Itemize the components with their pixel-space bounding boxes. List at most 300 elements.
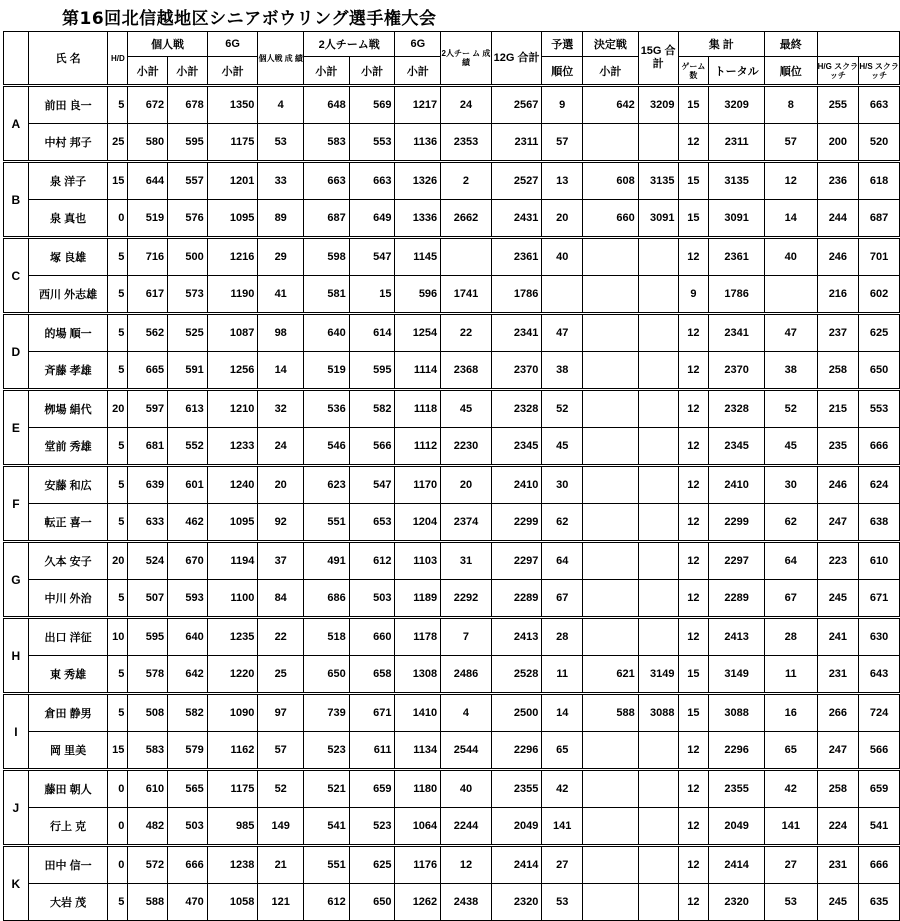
g15-cell: [638, 542, 678, 580]
player-name: 的場 順一: [28, 314, 108, 352]
g15-cell: 3209: [638, 86, 678, 124]
sub2-cell: 525: [168, 314, 208, 352]
team-sub1-cell: 519: [303, 352, 349, 390]
hg-cell: 258: [817, 352, 859, 390]
indiv-result-cell: 92: [258, 504, 304, 542]
player-name: 大岩 茂: [28, 884, 108, 921]
header-games: ゲーム 数: [678, 57, 709, 86]
player-name: 中川 外治: [28, 580, 108, 618]
team-sub2-cell: 659: [349, 770, 395, 808]
player-name: 泉 真也: [28, 200, 108, 238]
hd-cell: 5: [108, 694, 128, 732]
sub1-cell: 519: [128, 200, 168, 238]
table-header: [4, 32, 900, 86]
sub1-cell: 595: [128, 618, 168, 656]
prelim-rank-cell: 62: [542, 504, 583, 542]
team-label: J: [4, 770, 29, 846]
header-hd: H/D: [108, 32, 128, 86]
g15-cell: [638, 504, 678, 542]
team-label: C: [4, 238, 29, 314]
g6-cell: 1235: [207, 618, 258, 656]
team-sub2-cell: 553: [349, 124, 395, 162]
games-cell: 12: [678, 238, 709, 276]
hs-cell: 671: [859, 580, 900, 618]
hg-cell: 258: [817, 770, 859, 808]
games-cell: 12: [678, 618, 709, 656]
g12-cell: 2355: [491, 770, 542, 808]
team-sub1-cell: 521: [303, 770, 349, 808]
header-team2-result: 2人チー ム 成 績: [441, 32, 492, 86]
team-g6-cell: 1336: [395, 200, 441, 238]
hg-cell: 231: [817, 656, 859, 694]
hd-cell: 5: [108, 86, 128, 124]
final-sub-cell: [583, 238, 639, 276]
team-sub1-cell: 598: [303, 238, 349, 276]
hs-cell: 624: [859, 466, 900, 504]
team-g6-cell: 1170: [395, 466, 441, 504]
final-sub-cell: 660: [583, 200, 639, 238]
prelim-rank-cell: 11: [542, 656, 583, 694]
games-cell: 15: [678, 86, 709, 124]
team-label: H: [4, 618, 29, 694]
indiv-result-cell: 97: [258, 694, 304, 732]
sub2-cell: 582: [168, 694, 208, 732]
table-row: [4, 656, 900, 694]
g15-cell: 3149: [638, 656, 678, 694]
team-result-cell: 45: [441, 390, 492, 428]
team-g6-cell: 1262: [395, 884, 441, 921]
player-name: 堂前 秀雄: [28, 428, 108, 466]
sub1-cell: 562: [128, 314, 168, 352]
g6-cell: 1095: [207, 504, 258, 542]
team-result-cell: 2368: [441, 352, 492, 390]
g6-cell: 985: [207, 808, 258, 846]
g12-cell: 2410: [491, 466, 542, 504]
hg-cell: 246: [817, 466, 859, 504]
team-g6-cell: 1103: [395, 542, 441, 580]
sub1-cell: 610: [128, 770, 168, 808]
team-g6-cell: 1217: [395, 86, 441, 124]
final-rank-cell: 67: [765, 580, 818, 618]
team-sub1-cell: 663: [303, 162, 349, 200]
sub2-cell: 591: [168, 352, 208, 390]
header-team: [4, 32, 29, 86]
header-name: 氏 名: [28, 32, 108, 86]
team-sub2-cell: 663: [349, 162, 395, 200]
team-result-cell: 2662: [441, 200, 492, 238]
player-name: 塚 良雄: [28, 238, 108, 276]
hs-cell: 666: [859, 428, 900, 466]
sub1-cell: 580: [128, 124, 168, 162]
player-name: 前田 良一: [28, 86, 108, 124]
table-row: [4, 238, 900, 276]
g6-cell: 1162: [207, 732, 258, 770]
player-name: 西川 外志雄: [28, 276, 108, 314]
team-sub2-cell: 547: [349, 238, 395, 276]
header-sub3: 小計: [207, 57, 258, 86]
total-cell: 3149: [709, 656, 765, 694]
g12-cell: 2289: [491, 580, 542, 618]
sub2-cell: 557: [168, 162, 208, 200]
final-rank-cell: [765, 276, 818, 314]
indiv-result-cell: 52: [258, 770, 304, 808]
hd-cell: 5: [108, 656, 128, 694]
header-prelim: 予選: [542, 32, 583, 57]
prelim-rank-cell: 28: [542, 618, 583, 656]
team-sub1-cell: 551: [303, 504, 349, 542]
team-sub1-cell: 541: [303, 808, 349, 846]
final-sub-cell: [583, 732, 639, 770]
team-result-cell: 2374: [441, 504, 492, 542]
team-g6-cell: 1114: [395, 352, 441, 390]
team-sub1-cell: 546: [303, 428, 349, 466]
final-sub-cell: [583, 390, 639, 428]
final-rank-cell: 65: [765, 732, 818, 770]
table-row: [4, 86, 900, 124]
indiv-result-cell: 57: [258, 732, 304, 770]
team-label: A: [4, 86, 29, 162]
hg-cell: 255: [817, 86, 859, 124]
final-rank-cell: 40: [765, 238, 818, 276]
team-g6-cell: 1308: [395, 656, 441, 694]
prelim-rank-cell: 13: [542, 162, 583, 200]
g15-cell: [638, 884, 678, 921]
player-name: 田中 信一: [28, 846, 108, 884]
final-rank-cell: 141: [765, 808, 818, 846]
g12-cell: 2431: [491, 200, 542, 238]
table-row: [4, 390, 900, 428]
final-sub-cell: 621: [583, 656, 639, 694]
hd-cell: 5: [108, 314, 128, 352]
final-rank-cell: 47: [765, 314, 818, 352]
team-sub2-cell: 650: [349, 884, 395, 921]
table-row: [4, 846, 900, 884]
final-sub-cell: [583, 504, 639, 542]
table-row: [4, 276, 900, 314]
team-sub2-cell: 671: [349, 694, 395, 732]
table-row: [4, 808, 900, 846]
table-row: [4, 618, 900, 656]
player-name: 泉 洋子: [28, 162, 108, 200]
team-result-cell: 2230: [441, 428, 492, 466]
indiv-result-cell: 25: [258, 656, 304, 694]
hg-cell: 237: [817, 314, 859, 352]
hs-cell: 650: [859, 352, 900, 390]
g6-cell: 1090: [207, 694, 258, 732]
final-sub-cell: [583, 428, 639, 466]
header-sub4: 小計: [303, 57, 349, 86]
hg-cell: 245: [817, 884, 859, 921]
hd-cell: 0: [108, 770, 128, 808]
g15-cell: [638, 428, 678, 466]
final-sub-cell: [583, 580, 639, 618]
header-hs: H/S スクラッチ: [859, 57, 900, 86]
team-label: G: [4, 542, 29, 618]
total-cell: 2345: [709, 428, 765, 466]
prelim-rank-cell: 40: [542, 238, 583, 276]
prelim-rank-cell: 30: [542, 466, 583, 504]
hd-cell: 10: [108, 618, 128, 656]
games-cell: 12: [678, 884, 709, 921]
games-cell: 12: [678, 580, 709, 618]
hs-cell: 659: [859, 770, 900, 808]
team-sub1-cell: 583: [303, 124, 349, 162]
team-result-cell: 24: [441, 86, 492, 124]
team-sub1-cell: 523: [303, 732, 349, 770]
sub2-cell: 579: [168, 732, 208, 770]
team-result-cell: 2544: [441, 732, 492, 770]
player-name: 東 秀雄: [28, 656, 108, 694]
header-team-6g: 6G: [395, 32, 441, 57]
g15-cell: [638, 238, 678, 276]
player-name: 藤田 朝人: [28, 770, 108, 808]
g6-cell: 1233: [207, 428, 258, 466]
hs-cell: 602: [859, 276, 900, 314]
final-rank-cell: 30: [765, 466, 818, 504]
team-g6-cell: 1064: [395, 808, 441, 846]
g6-cell: 1240: [207, 466, 258, 504]
sub1-cell: 633: [128, 504, 168, 542]
team-result-cell: 12: [441, 846, 492, 884]
header-sub2: 小計: [168, 57, 208, 86]
sub2-cell: 666: [168, 846, 208, 884]
total-cell: 2341: [709, 314, 765, 352]
hg-cell: 245: [817, 580, 859, 618]
sub1-cell: 524: [128, 542, 168, 580]
sub2-cell: 503: [168, 808, 208, 846]
hs-cell: 625: [859, 314, 900, 352]
team-g6-cell: 596: [395, 276, 441, 314]
hd-cell: 0: [108, 846, 128, 884]
hg-cell: 216: [817, 276, 859, 314]
prelim-rank-cell: 141: [542, 808, 583, 846]
header-6g: 6G: [207, 32, 258, 57]
games-cell: 12: [678, 352, 709, 390]
g12-cell: 2528: [491, 656, 542, 694]
total-cell: 2297: [709, 542, 765, 580]
sub2-cell: 678: [168, 86, 208, 124]
team-label: I: [4, 694, 29, 770]
sub2-cell: 595: [168, 124, 208, 162]
g12-cell: 2320: [491, 884, 542, 921]
team-result-cell: [441, 238, 492, 276]
team-result-cell: 2: [441, 162, 492, 200]
games-cell: 12: [678, 732, 709, 770]
sub1-cell: 644: [128, 162, 168, 200]
indiv-result-cell: 89: [258, 200, 304, 238]
hd-cell: 5: [108, 884, 128, 921]
final-rank-cell: 62: [765, 504, 818, 542]
final-rank-cell: 42: [765, 770, 818, 808]
total-cell: 2328: [709, 390, 765, 428]
games-cell: 12: [678, 428, 709, 466]
indiv-result-cell: 21: [258, 846, 304, 884]
hd-cell: 0: [108, 200, 128, 238]
player-name: 転正 喜一: [28, 504, 108, 542]
hs-cell: 724: [859, 694, 900, 732]
sub1-cell: 672: [128, 86, 168, 124]
hs-cell: 687: [859, 200, 900, 238]
hg-cell: 200: [817, 124, 859, 162]
hg-cell: 246: [817, 238, 859, 276]
table-row: [4, 428, 900, 466]
team-g6-cell: 1410: [395, 694, 441, 732]
hs-cell: 635: [859, 884, 900, 921]
header-rank: 順位: [542, 57, 583, 86]
final-rank-cell: 38: [765, 352, 818, 390]
hd-cell: 5: [108, 352, 128, 390]
header-team2: 2人チーム戦: [303, 32, 395, 57]
final-sub-cell: [583, 770, 639, 808]
team-result-cell: 7: [441, 618, 492, 656]
sub2-cell: 573: [168, 276, 208, 314]
team-g6-cell: 1180: [395, 770, 441, 808]
indiv-result-cell: 22: [258, 618, 304, 656]
total-cell: 2410: [709, 466, 765, 504]
team-result-cell: 4: [441, 694, 492, 732]
indiv-result-cell: 20: [258, 466, 304, 504]
g15-cell: [638, 846, 678, 884]
table-row: [4, 694, 900, 732]
total-cell: 2355: [709, 770, 765, 808]
total-cell: 2311: [709, 124, 765, 162]
prelim-rank-cell: 9: [542, 86, 583, 124]
page-title: 第16回北信越地区シニアボウリング選手権大会: [62, 9, 437, 29]
games-cell: 12: [678, 124, 709, 162]
hd-cell: 5: [108, 428, 128, 466]
sub2-cell: 670: [168, 542, 208, 580]
games-cell: 15: [678, 162, 709, 200]
total-cell: 2413: [709, 618, 765, 656]
header-indiv-result: 個人戦 成 績: [258, 32, 304, 86]
hd-cell: 5: [108, 238, 128, 276]
table-row: [4, 124, 900, 162]
table-row: [4, 542, 900, 580]
team-sub2-cell: 611: [349, 732, 395, 770]
final-rank-cell: 14: [765, 200, 818, 238]
player-name: 斉藤 孝雄: [28, 352, 108, 390]
team-label: E: [4, 390, 29, 466]
indiv-result-cell: 4: [258, 86, 304, 124]
games-cell: 9: [678, 276, 709, 314]
prelim-rank-cell: 57: [542, 124, 583, 162]
total-cell: 3209: [709, 86, 765, 124]
player-name: 安藤 和広: [28, 466, 108, 504]
total-cell: 2299: [709, 504, 765, 542]
team-result-cell: 2486: [441, 656, 492, 694]
final-rank-cell: 64: [765, 542, 818, 580]
g15-cell: [638, 808, 678, 846]
games-cell: 12: [678, 846, 709, 884]
final-rank-cell: 53: [765, 884, 818, 921]
header-15g: 15G 合計: [638, 32, 678, 86]
team-sub2-cell: 547: [349, 466, 395, 504]
team-g6-cell: 1178: [395, 618, 441, 656]
team-sub2-cell: 503: [349, 580, 395, 618]
hd-cell: 0: [108, 808, 128, 846]
g12-cell: 2527: [491, 162, 542, 200]
team-label: B: [4, 162, 29, 238]
final-rank-cell: 11: [765, 656, 818, 694]
g12-cell: 2299: [491, 504, 542, 542]
g6-cell: 1175: [207, 770, 258, 808]
player-name: 久本 安子: [28, 542, 108, 580]
final-rank-cell: 12: [765, 162, 818, 200]
indiv-result-cell: 98: [258, 314, 304, 352]
g12-cell: 2413: [491, 618, 542, 656]
total-cell: 3091: [709, 200, 765, 238]
indiv-result-cell: 37: [258, 542, 304, 580]
indiv-result-cell: 14: [258, 352, 304, 390]
g15-cell: [638, 580, 678, 618]
team-sub1-cell: 518: [303, 618, 349, 656]
hd-cell: 5: [108, 466, 128, 504]
team-sub1-cell: 739: [303, 694, 349, 732]
g6-cell: 1100: [207, 580, 258, 618]
prelim-rank-cell: 38: [542, 352, 583, 390]
table-body: [4, 86, 900, 921]
hs-cell: 566: [859, 732, 900, 770]
hd-cell: 5: [108, 276, 128, 314]
g6-cell: 1210: [207, 390, 258, 428]
g12-cell: 2049: [491, 808, 542, 846]
team-sub2-cell: 660: [349, 618, 395, 656]
hg-cell: 247: [817, 732, 859, 770]
final-sub-cell: [583, 124, 639, 162]
prelim-rank-cell: 67: [542, 580, 583, 618]
sub2-cell: 470: [168, 884, 208, 921]
final-sub-cell: [583, 276, 639, 314]
team-result-cell: 22: [441, 314, 492, 352]
team-g6-cell: 1136: [395, 124, 441, 162]
team-result-cell: 31: [441, 542, 492, 580]
total-cell: 2289: [709, 580, 765, 618]
indiv-result-cell: 149: [258, 808, 304, 846]
final-sub-cell: [583, 466, 639, 504]
hg-cell: 244: [817, 200, 859, 238]
table-row: [4, 732, 900, 770]
g6-cell: 1238: [207, 846, 258, 884]
indiv-result-cell: 84: [258, 580, 304, 618]
prelim-rank-cell: 65: [542, 732, 583, 770]
sub2-cell: 613: [168, 390, 208, 428]
total-cell: 2361: [709, 238, 765, 276]
g15-cell: [638, 124, 678, 162]
sub2-cell: 593: [168, 580, 208, 618]
final-rank-cell: 52: [765, 390, 818, 428]
hs-cell: 663: [859, 86, 900, 124]
prelim-rank-cell: 45: [542, 428, 583, 466]
hg-cell: 241: [817, 618, 859, 656]
prelim-rank-cell: 52: [542, 390, 583, 428]
g6-cell: 1058: [207, 884, 258, 921]
sub2-cell: 552: [168, 428, 208, 466]
final-rank-cell: 28: [765, 618, 818, 656]
indiv-result-cell: 33: [258, 162, 304, 200]
header-total: トータル: [709, 57, 765, 86]
final-sub-cell: [583, 846, 639, 884]
total-cell: 2414: [709, 846, 765, 884]
header-blank: [817, 32, 899, 57]
final-sub-cell: [583, 352, 639, 390]
team-sub1-cell: 551: [303, 846, 349, 884]
g15-cell: [638, 770, 678, 808]
sub2-cell: 565: [168, 770, 208, 808]
header-last: 最終: [765, 32, 818, 57]
hs-cell: 630: [859, 618, 900, 656]
games-cell: 12: [678, 808, 709, 846]
hd-cell: 5: [108, 504, 128, 542]
